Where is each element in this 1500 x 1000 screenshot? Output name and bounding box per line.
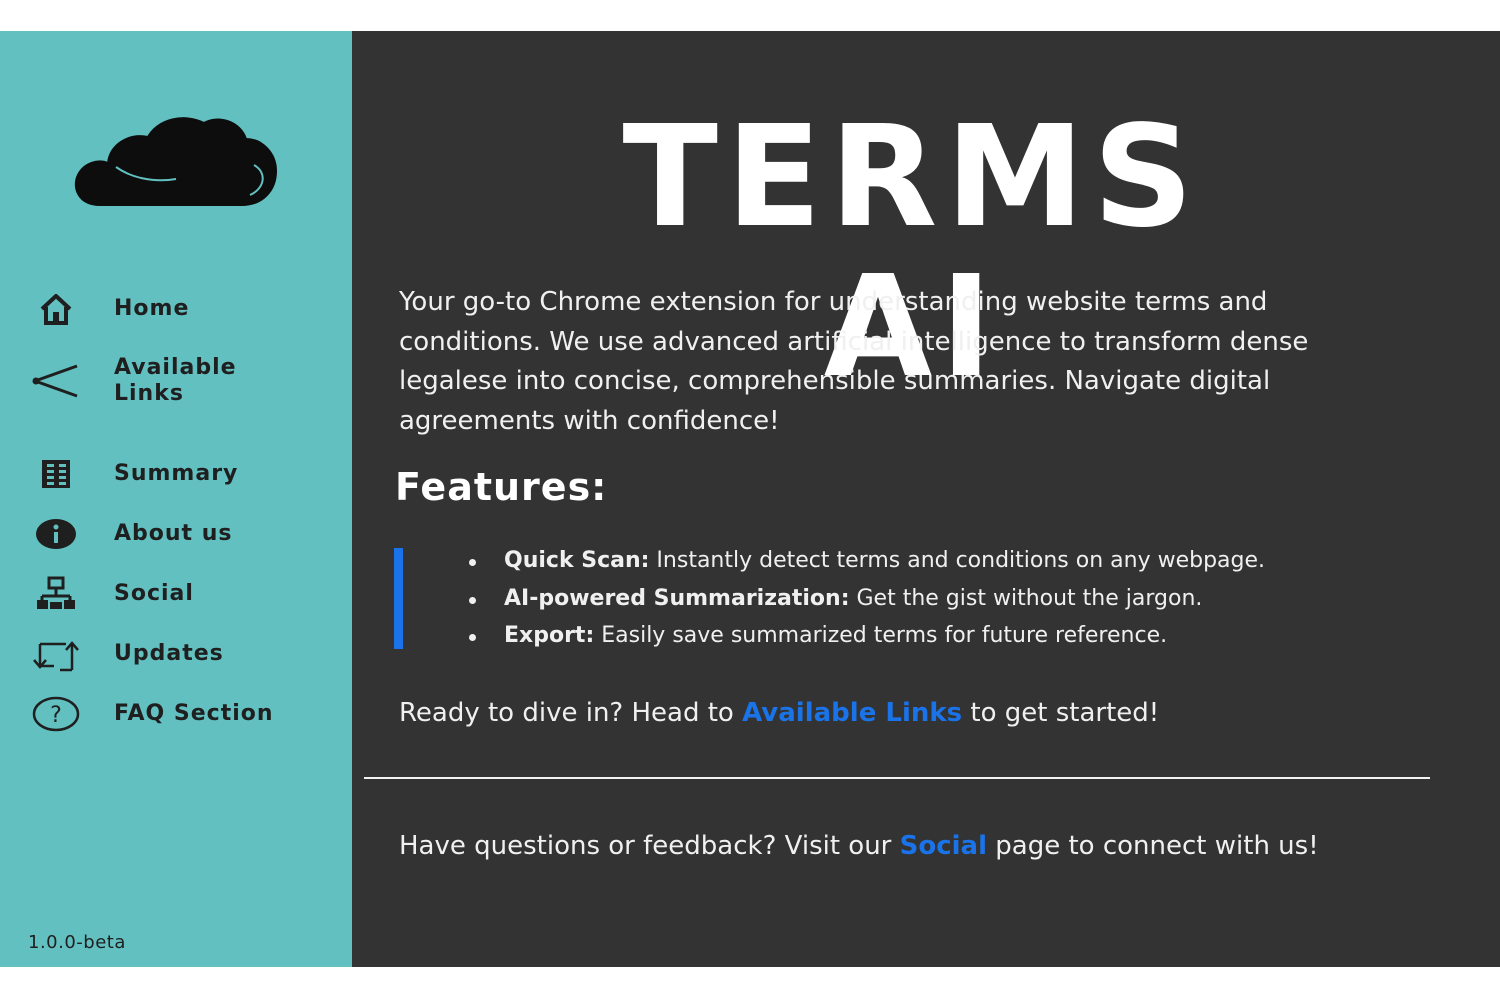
feature-item: [462, 617, 1265, 655]
columns-icon: [30, 451, 82, 497]
page-title: TERMS AI: [622, 96, 1202, 409]
sidebar-item-label: Available Links: [114, 355, 237, 406]
refresh-icon: [30, 631, 82, 677]
feature-name: Export:: [504, 623, 595, 648]
svg-text:?: ?: [50, 703, 62, 728]
feature-name: AI-powered Summarization:: [504, 585, 850, 611]
sidebar-item-label: Home: [114, 296, 190, 321]
app-window: [0, 31, 1500, 967]
help-icon: [30, 691, 82, 737]
main-content: [352, 31, 1500, 967]
feature-item: [462, 580, 1265, 618]
sidebar-item-updates[interactable]: [30, 629, 330, 679]
feature-name: Quick Scan:: [504, 548, 650, 573]
intro-paragraph: Your go-to Chrome extension for understanding website terms and conditions. We use advanced artificial intelligence to transform dense legalese into concise, comprehensible summaries. Navigate digital agreements with confidence!: [399, 287, 1309, 436]
sidebar-item-label: About us: [114, 521, 233, 546]
info-icon: [30, 511, 82, 557]
feature-text: Instantly detect terms and conditions on any webpage.: [649, 548, 1266, 573]
features-accent-bar: [394, 548, 403, 649]
sidebar-item-label: Social: [114, 581, 194, 606]
sidebar-item-social[interactable]: [30, 569, 330, 619]
feature-text: Easily save summarized terms for future reference.: [594, 623, 1168, 648]
sidebar-item-available-links[interactable]: [30, 351, 330, 411]
sidebar-item-summary[interactable]: [30, 449, 330, 499]
features-list: [462, 542, 1265, 655]
feature-item: [462, 542, 1265, 580]
home-icon: [30, 286, 82, 332]
sidebar-item-label: FAQ Section: [114, 701, 274, 726]
cta-text-after: to get started!: [962, 698, 1160, 728]
cta-paragraph: [399, 694, 1159, 732]
feedback-paragraph: [399, 827, 1409, 866]
available-links-link[interactable]: Available Links: [742, 698, 963, 728]
sidebar-item-faq[interactable]: [30, 689, 330, 739]
sidebar: [0, 31, 352, 967]
feedback-text-before: Have questions or feedback? Visit our: [399, 831, 900, 861]
cloud-icon: [72, 113, 278, 209]
feedback-text-after: page to connect with us!: [987, 831, 1319, 861]
sidebar-item-label: Updates: [114, 641, 224, 666]
cta-text-before: Ready to dive in? Head to: [399, 698, 743, 728]
sidebar-item-home[interactable]: [30, 284, 330, 334]
divider: [364, 777, 1430, 779]
share-icon: [30, 358, 82, 404]
social-link[interactable]: Social: [899, 831, 988, 861]
sidebar-item-label: Summary: [114, 461, 239, 486]
sidebar-item-about-us[interactable]: [30, 509, 330, 559]
feature-text: Get the gist without the jargon.: [849, 585, 1203, 611]
network-icon: [30, 571, 82, 617]
features-heading: Features:: [395, 465, 608, 509]
version-label: 1.0.0-beta: [28, 932, 126, 953]
